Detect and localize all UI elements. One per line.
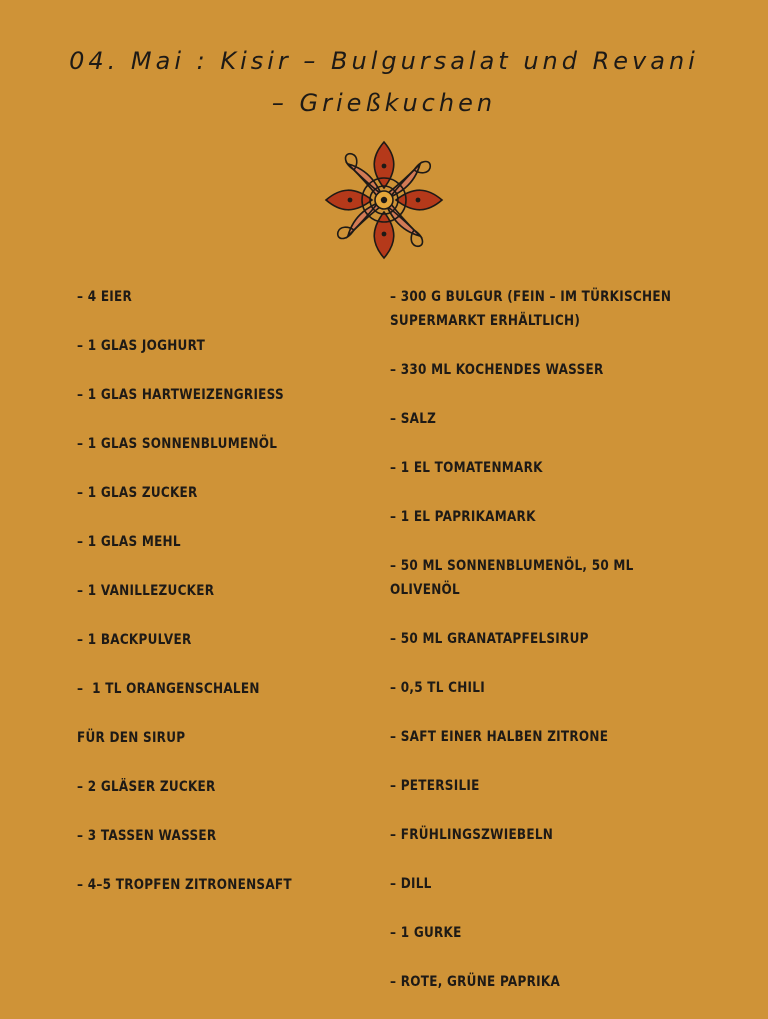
list-item: – 1 BACKPULVER: [77, 632, 192, 648]
list-item: – 1 GLAS ZUCKER: [77, 485, 198, 501]
list-item: – 1 GLAS HARTWEIZENGRIESS: [77, 387, 284, 403]
list-item: – 1 GURKE: [390, 925, 462, 941]
list-item: FÜR DEN SIRUP: [77, 730, 186, 746]
list-item: – 1 GLAS JOGHURT: [77, 338, 206, 354]
list-item: – 50 ML SONNENBLUMENÖL, 50 ML OLIVENÖL: [390, 558, 639, 598]
list-item: – 2 GLÄSER ZUCKER: [77, 779, 216, 795]
list-item: – 0,5 TL CHILI: [390, 680, 485, 696]
list-item: – 4–5 TROPFEN ZITRONENSAFT: [77, 877, 292, 893]
page-title: [40, 40, 728, 124]
list-item: – FRÜHLINGSZWIEBELN: [390, 827, 554, 843]
list-item: – 1 GLAS MEHL: [77, 534, 181, 550]
list-item: – 1 TL ORANGENSCHALEN: [77, 681, 260, 697]
list-item: – PETERSILIE: [390, 778, 480, 794]
mandala-flower-icon: [324, 140, 444, 260]
list-item: – 3 TASSEN WASSER: [77, 828, 217, 844]
list-item: – ROTE, GRÜNE PAPRIKA: [390, 974, 561, 990]
list-item: – 300 G BULGUR (FEIN – IM TÜRKISCHEN SUPERMARKT ERHÄLTLICH): [390, 289, 676, 329]
list-item: – SAFT EINER HALBEN ZITRONE: [390, 729, 609, 745]
list-item: – 50 ML GRANATAPFELSIRUP: [390, 631, 589, 647]
ingredients-revani-list: [77, 285, 367, 922]
list-item: – 330 ML KOCHENDES WASSER: [390, 362, 604, 378]
list-item: – DILL: [390, 876, 432, 892]
list-item: – 1 EL TOMATENMARK: [390, 460, 543, 476]
list-item: – 1 VANILLEZUCKER: [77, 583, 215, 599]
list-item: – 1 EL PAPRIKAMARK: [390, 509, 536, 525]
title-line-2: – Grießkuchen: [271, 89, 497, 117]
list-item: – 1 GLAS SONNENBLUMENÖL: [77, 436, 278, 452]
title-line-1: 04. Mai : Kisir – Bulgursalat und Revani: [69, 47, 699, 75]
list-item: – 4 EIER: [77, 289, 133, 305]
ingredients-kisir-list: [390, 285, 750, 1019]
list-item: – SALZ: [390, 411, 437, 427]
